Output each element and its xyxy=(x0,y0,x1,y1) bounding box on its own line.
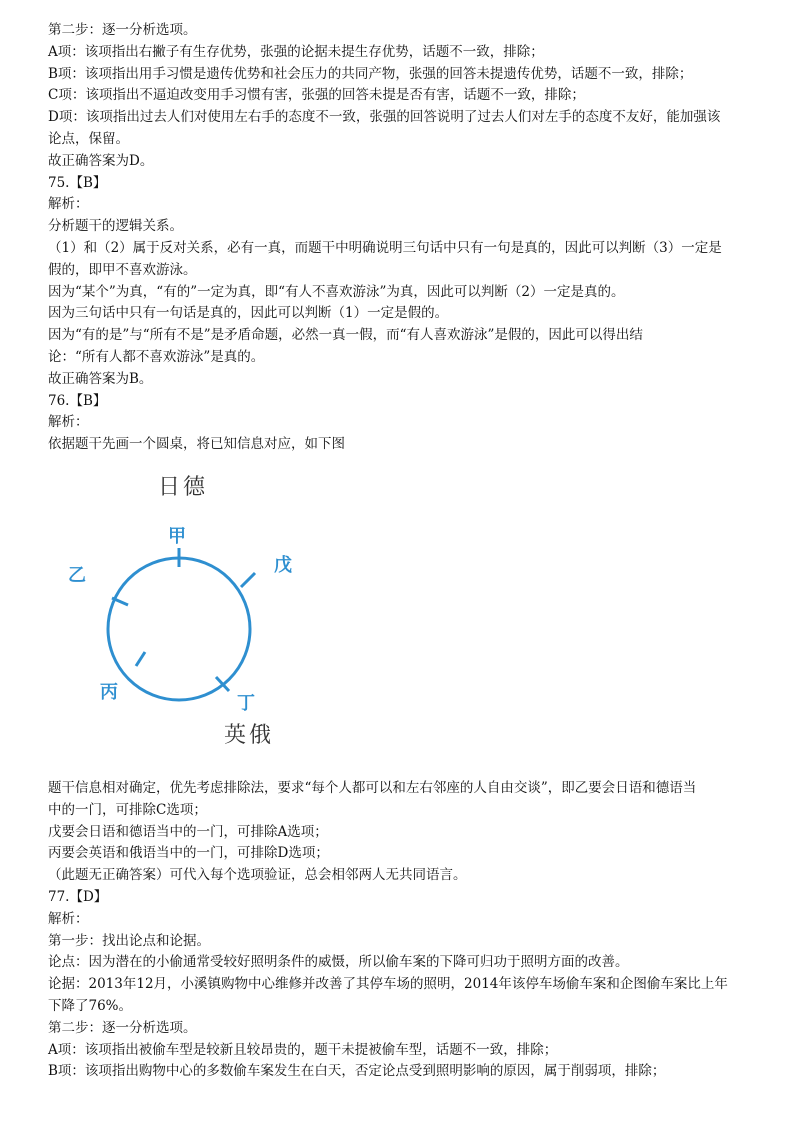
seat-jia-label: 甲 xyxy=(168,525,186,547)
text-block-2 xyxy=(48,778,760,1083)
text-line: 第二步：逐一分析选项。 xyxy=(48,1019,197,1036)
text-line: （1）和（2）属于反对关系，必有一真，而题干中明确说明三句话中只有一句是真的，因此可以判断（3）一定是 xyxy=(48,239,722,256)
text-line: 丙要会英语和俄语当中的一门，可排除D选项； xyxy=(48,845,329,862)
text-line: 解析： xyxy=(48,414,89,431)
text-line: 依据题干先画一个圆桌，将已知信息对应，如下图 xyxy=(48,436,345,453)
text-line: B项：该项指出购物中心的多数偷车案发生在白天，否定论点受到照明影响的原因，属于削弱项，排除； xyxy=(48,1063,666,1080)
text-line: 77.【D】 xyxy=(48,888,108,905)
text-line: 下降了76%。 xyxy=(48,997,133,1014)
text-line: 故正确答案为D。 xyxy=(48,152,154,169)
text-line: 因为三句话中只有一句话是真的，因此可以判断（1）一定是假的。 xyxy=(48,305,449,322)
text-line: 中的一门，可排除C选项； xyxy=(48,801,207,818)
text-line: A项：该项指出被偷车型是较新且较昂贵的，题干未提被偷车型，话题不一致，排除； xyxy=(48,1041,558,1058)
text-line: C项：该项指出不逼迫改变用手习惯有害，张强的回答未提是否有害，话题不一致，排除； xyxy=(48,87,585,104)
seat-bing-tick xyxy=(136,652,145,666)
round-table-figure xyxy=(48,456,760,778)
seat-wu-label: 戊 xyxy=(274,554,292,576)
round-table-circle xyxy=(108,558,250,700)
text-line: 论点：因为潜在的小偷通常受较好照明条件的威慑，所以偷车案的下降可归功于照明方面的改善。 xyxy=(48,954,629,971)
label-bottom-languages: 英俄 xyxy=(224,722,275,748)
text-line: 论：“所有人都不喜欢游泳”是真的。 xyxy=(48,348,265,365)
text-line: 分析题干的逻辑关系。 xyxy=(48,218,183,235)
text-line: 75.【B】 xyxy=(48,174,107,191)
text-line: 第二步：逐一分析选项。 xyxy=(48,22,197,38)
text-line: 因为“某个”为真，“有的”一定为真，即“有人不喜欢游泳”为真，因此可以判断（2）一定是真的。 xyxy=(48,283,625,300)
seat-wu-tick xyxy=(241,573,255,587)
text-line: 论点，保留。 xyxy=(48,130,129,147)
text-line: B项：该项指出用手习惯是遗传优势和社会压力的共同产物，张强的回答未提遗传优势，话题不一致，排除； xyxy=(48,65,693,82)
text-line: 故正确答案为B。 xyxy=(48,370,153,387)
document-page xyxy=(48,20,760,1083)
seat-bing-label: 丙 xyxy=(100,681,118,703)
round-table-diagram xyxy=(48,456,760,778)
seat-ding-label: 丁 xyxy=(237,692,255,714)
text-line: 戊要会日语和德语当中的一门，可排除A选项； xyxy=(48,823,328,840)
text-line: 第一步：找出论点和论据。 xyxy=(48,932,210,949)
text-line: 解析： xyxy=(48,910,89,927)
text-line: （此题无正确答案）可代入每个选项验证，总会相邻两人无共同语言。 xyxy=(48,867,467,884)
text-block-1 xyxy=(48,20,760,456)
text-line: 题干信息相对确定，优先考虑排除法，要求“每个人都可以和左右邻座的人自由交谈”，即乙要会日语和德语当 xyxy=(48,779,697,796)
text-line: 76.【B】 xyxy=(48,392,107,409)
label-top-languages: 日德 xyxy=(158,474,209,500)
text-line: D项：该项指出过去人们对使用左右手的态度不一致，张强的回答说明了过去人们对左手的态度不友好，能加强该 xyxy=(48,109,721,126)
text-line: 因为“有的是”与“所有不是”是矛盾命题，必然一真一假，而“有人喜欢游泳”是假的，因此可以得出结 xyxy=(48,327,643,344)
text-line: A项：该项指出右撇子有生存优势，张强的论据未提生存优势，话题不一致，排除； xyxy=(48,43,544,60)
seat-yi-label: 乙 xyxy=(68,564,86,586)
text-line: 论据：2013年12月，小溪镇购物中心维修并改善了其停车场的照明，2014年该停车场偷车案和企图偷车案比上年 xyxy=(48,976,728,993)
text-line: 假的，即甲不喜欢游泳。 xyxy=(48,261,197,278)
text-line: 解析： xyxy=(48,196,89,213)
